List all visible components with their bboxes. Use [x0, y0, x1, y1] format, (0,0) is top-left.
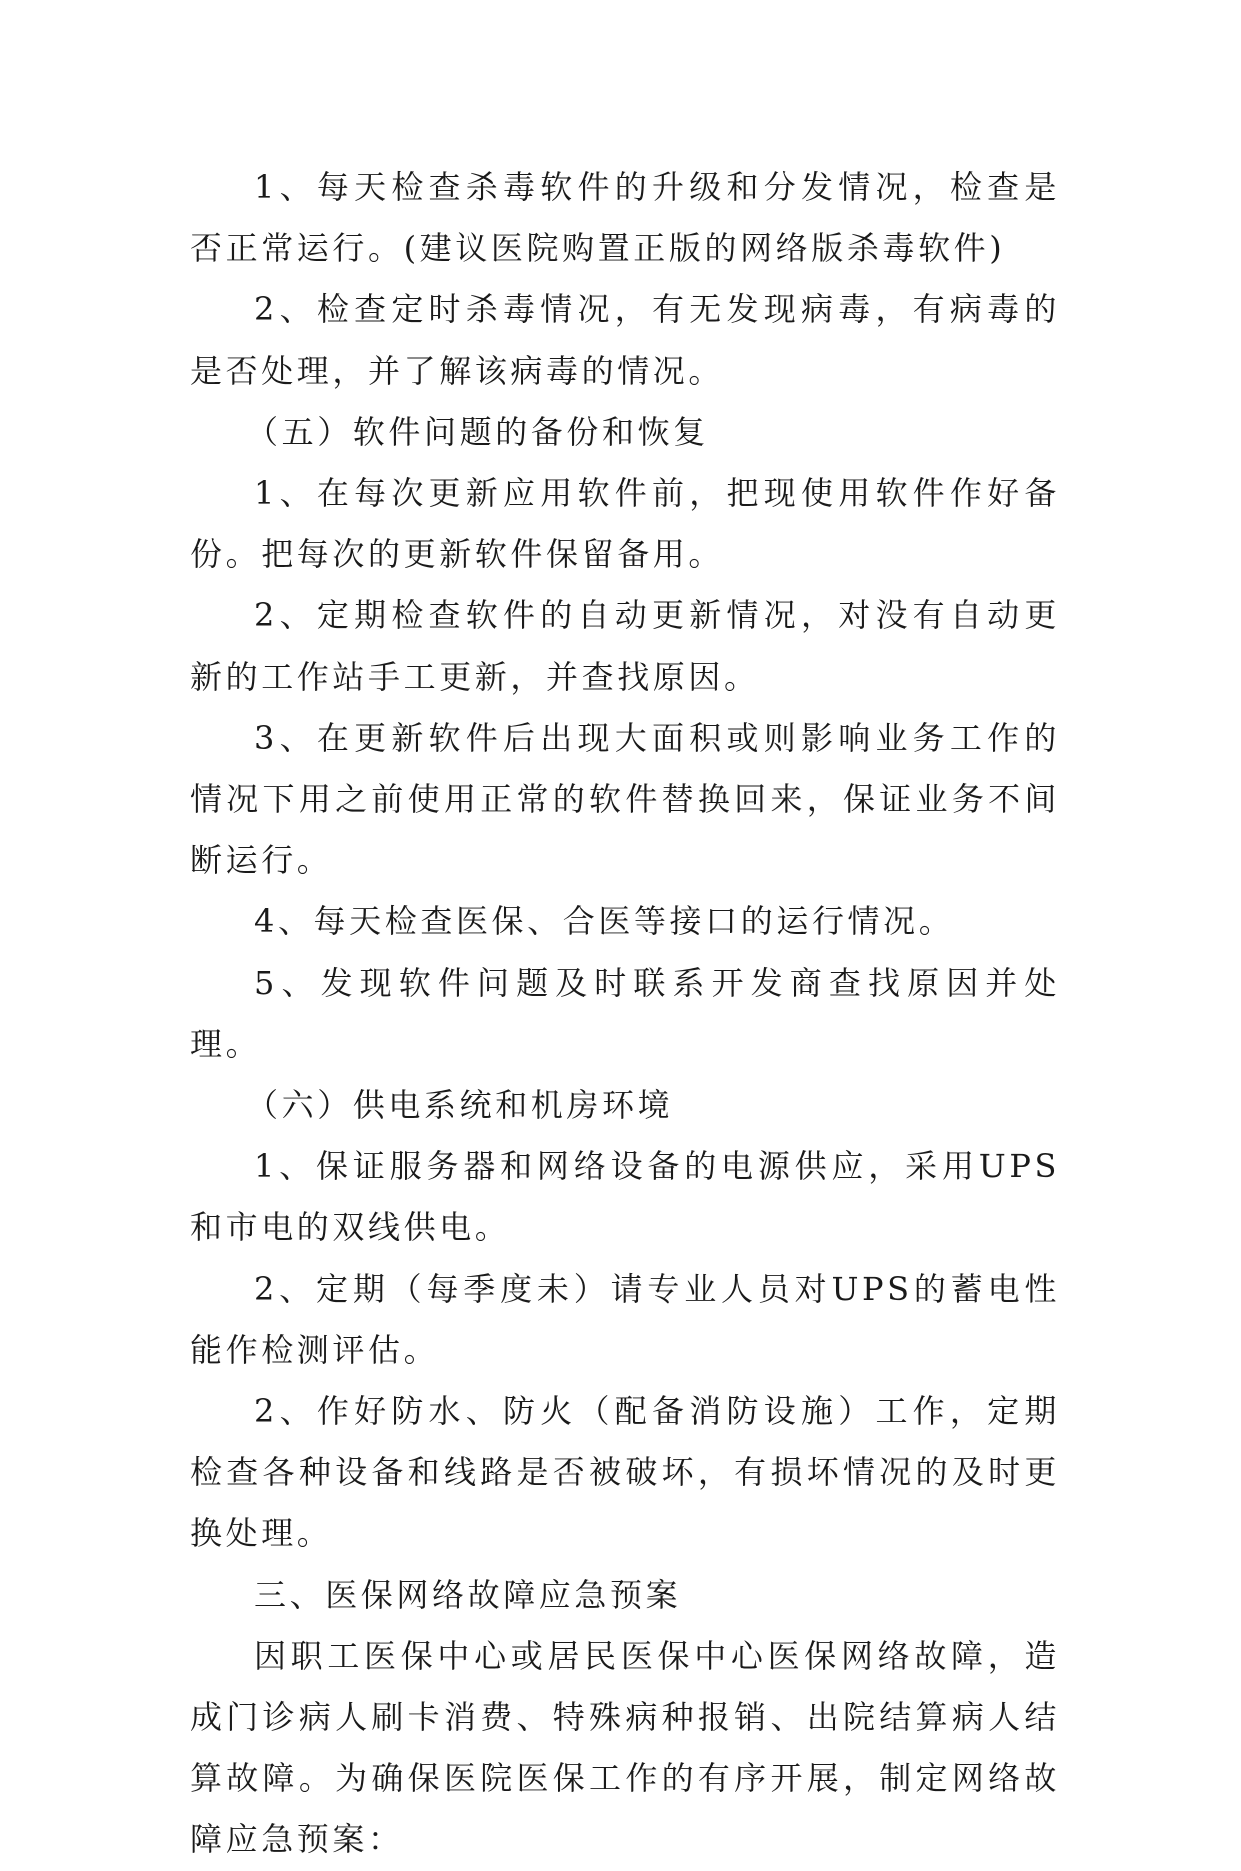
- section-heading-software-backup: （五）软件问题的备份和恢复: [246, 412, 709, 451]
- paragraph-fire-water-protection: 2、作好防水、防火（配备消防设施）工作，定期检查各种设备和线路是否被破坏，有损坏情况的及时更换处理。: [190, 1392, 1060, 1553]
- paragraph-power-supply: 1、保证服务器和网络设备的电源供应，采用UPS和市电的双线供电。: [190, 1147, 1060, 1247]
- section-heading-insurance-network-plan: 三、医保网络故障应急预案: [254, 1575, 682, 1614]
- paragraph-ups-inspection: 2、定期（每季度未）请专业人员对UPS的蓄电性能作检测评估。: [190, 1269, 1060, 1369]
- paragraph-interface-check: 4、每天检查医保、合医等接口的运行情况。: [254, 902, 955, 941]
- paragraph-backup-before-update: 1、在每次更新应用软件前，把现使用软件作好备份。把每次的更新软件保留备用。: [190, 474, 1060, 574]
- paragraph-auto-update-check: 2、定期检查软件的自动更新情况，对没有自动更新的工作站手工更新，并查找原因。: [190, 596, 1060, 696]
- paragraph-antivirus-check: 1、每天检查杀毒软件的升级和分发情况，检查是否正常运行。(建议医院购置正版的网络版杀毒软件): [190, 168, 1060, 268]
- paragraph-rollback: 3、在更新软件后出现大面积或则影响业务工作的情况下用之前使用正常的软件替换回来，保证业务不间断运行。: [190, 718, 1060, 880]
- section-heading-power-and-room: （六）供电系统和机房环境: [246, 1086, 674, 1125]
- paragraph-insurance-network-failure: 因职工医保中心或居民医保中心医保网络故障，造成门诊病人刷卡消费、特殊病种报销、出院结算病人结算故障。为确保医院医保工作的有序开展，制定网络故障应急预案：: [190, 1636, 1060, 1859]
- paragraph-contact-vendor: 5、发现软件问题及时联系开发商查找原因并处理。: [190, 963, 1060, 1063]
- paragraph-scheduled-scan: 2、检查定时杀毒情况，有无发现病毒，有病毒的是否处理，并了解该病毒的情况。: [190, 290, 1060, 390]
- document-body: [190, 157, 1060, 1871]
